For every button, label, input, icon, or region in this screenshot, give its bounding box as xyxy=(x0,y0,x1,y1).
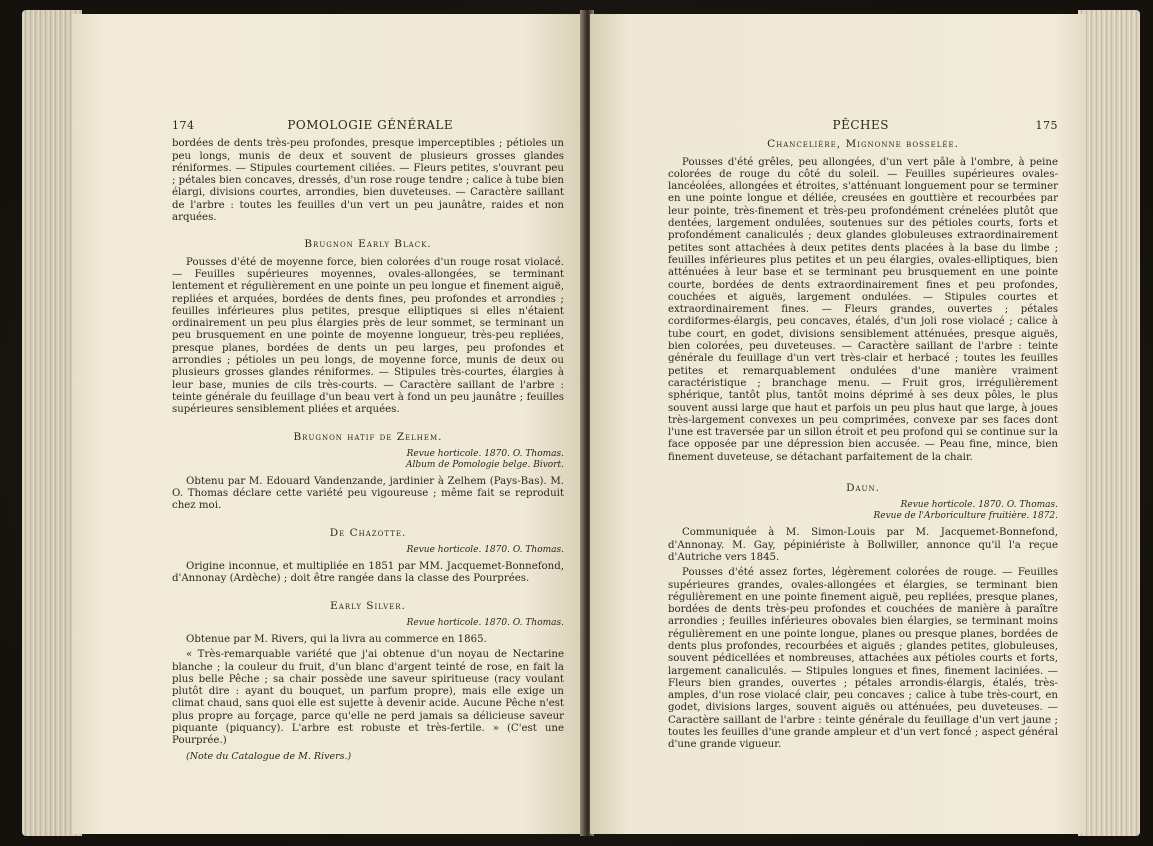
citation-block xyxy=(172,449,564,471)
daun-text-2: Pousses d'été assez fortes, légèrement colorées de rouge. — Feuilles supérieures grandes, ovales-allongées et élargies, se terminant bien régulièrement en une pointe finement aiguë, peu repliées, presque planes, bordées de dents très-peu profondes et couchées de manière à paraître arrondies ; feuilles inférieures obovales bien élargies, se terminant moins régulièrement en une pointe longue, planes ou presque planes, bordées de dents plus profondes, recourbées et aiguës ; glandes petites, globuleuses, souvent pédicellées et nombreuses, attachées aux pétioles courts et forts, largement canaliculés. — Stipules longues et fines, finement laciniées. — Fleurs bien grandes, ouvertes ; pétales arrondis-élargis, étalés, très-amples, d'un rose violacé clair, peu concaves ; calice à tube très-court, en godet, divisions larges, souvent aiguës ou atténuées, peu duveteuses. — Caractère saillant de l'arbre : teinte générale du feuillage d'un vert jaune ; toutes les feuilles d'une grande ampleur et d'un vert foncé ; aspect général d'une grande vigueur. xyxy=(668,567,1058,751)
citation-block xyxy=(172,545,564,556)
right-page-content xyxy=(668,119,1058,755)
section-heading-daun: Daun. xyxy=(846,482,880,495)
citation-block xyxy=(668,500,1058,522)
right-page-edges xyxy=(1078,10,1140,836)
citation-block xyxy=(172,618,564,629)
citation-line: Album de Pomologie belge. Bivort. xyxy=(405,459,564,470)
left-running-title: POMOLOGIE GÉNÉRALE xyxy=(287,118,454,132)
citation-line: Revue de l'Arboriculture fruitière. 1872. xyxy=(873,511,1058,522)
brugnon-hatif-zelhem-text: Obtenu par M. Edouard Vandenzande, jardinier à Zelhem (Pays-Bas). M. O. Thomas déclare cette variété peu vigoureuse ; même fait se reproduit chez moi. xyxy=(172,475,564,512)
citation-line: Revue horticole. 1870. O. Thomas. xyxy=(406,617,564,628)
section-heading-chanceliere: Chancelière, Mignonne bosselée. xyxy=(767,138,959,151)
section-heading-early-silver: Early Silver. xyxy=(330,599,406,612)
early-silver-text-2: « Très-remarquable variété que j'ai obtenue d'un noyau de Nectarine blanche ; la couleur du fruit, d'un blanc d'argent teinté de rose, en fait la plus belle Pêche ; sa chair possède une saveur spiritueuse (racy voulant plutôt dire : ayant du bouquet, un parfum propre), mais elle exige un climat chaud, sans quoi elle est sujette à devenir acide. Aucune Pêche n'est plus propre au forçage, parce qu'elle ne perd jamais sa délicieuse saveur piquante (piquancy). L'arbre est robuste et très-fertile. » (C'est une Pourprée.) xyxy=(172,649,564,747)
section-heading-brugnon-early-black: Brugnon Early Black. xyxy=(304,238,432,251)
early-silver-text-1: Obtenue par M. Rivers, qui la livra au commerce en 1865. xyxy=(186,633,487,645)
brugnon-early-black-text: Pousses d'été de moyenne force, bien colorées d'un rouge rosat violacé. — Feuilles supérieures moyennes, ovales-allongées, se terminant lentement et régulièrement en une pointe un peu longue et finement aiguë, repliées et arquées, bordées de dents fines, peu profondes et arrondies ; feuilles inférieures plus petites, presque elliptiques si elles n'étaient ordinairement un peu plus élargies près de leur sommet, se terminant un peu brusquement en une pointe de moyenne longueur, très-peu repliées, presque planes, bordées de dents un peu larges, peu profondes et arrondies ; pétioles un peu longs, de moyenne force, munis de deux ou plusieurs grosses glandes réniformes. — Stipules très-courtes, élargies à leur base, munies de cils très-courts. — Caractère saillant de l'arbre : teinte générale du feuillage d'un beau vert à fond un peu jaunâtre ; feuilles supérieures sensiblement pliées et arquées. xyxy=(172,256,564,416)
de-chazotte-text: Origine inconnue, et multipliée en 1851 par MM. Jacquemet-Bonnefond, d'Annonay (Ardèche) ; doit être rangée dans la classe des Pourprées. xyxy=(172,561,564,585)
section-heading-de-chazotte: De Chazotte. xyxy=(329,526,407,539)
left-page-number: 174 xyxy=(172,119,195,132)
right-page-number: 175 xyxy=(1035,119,1058,132)
early-silver-note: (Note du Catalogue de M. Rivers.) xyxy=(186,750,352,762)
left-running-head xyxy=(172,119,564,132)
daun-text-1: Communiquée à M. Simon-Louis par M. Jacquemet-Bonnefond, d'Annonay. M. Gay, pépiniériste à Bollwiller, annonce qu'il l'a reçue d'Autriche vers 1845. xyxy=(668,527,1058,563)
chanceliere-text: Pousses d'été grêles, peu allongées, d'un vert pâle à l'ombre, à peine colorées de rouge du côté du soleil. — Feuilles supérieures ovales-lancéolées, allongées et étroites, s'atténuant longuement pour se terminer en une pointe longue et déliée, creusées en gouttière et recourbées par leur pointe, très-finement et très-peu profondément crénelées plutôt que dentées, largement ondulées, soutenues sur des pétioles courts, forts et profondément canaliculés ; deux glandes globuleuses extraordinairement petites sont attachées à deux petites dents placées à la base du limbe ; feuilles inférieures plus petites et un peu élargies, ovales-elliptiques, bien atténuées à leur base et se terminant peu brusquement en une pointe courte, bordées de dents extraordinairement fines et peu profondes, couchées et aiguës, largement ondulées. — Stipules courtes et extraordinairement fines. — Fleurs grandes, ouvertes ; pétales cordiformes-élargis, peu concaves, étalés, d'un joli rose violacé ; calice à tube court, en godet, divisions sensiblement atténuées, presque aiguës, bien colorées, peu duveteuses. — Caractère saillant de l'arbre : teinte générale du feuillage d'un vert très-clair et herbacé ; toutes les feuilles petites et remarquablement ondulées d'une manière vraiment caractéristique ; branchage menu. — Fruit gros, irrégulièrement sphérique, tantôt plus, tantôt moins déprimé à ses deux pôles, le plus souvent aussi large que haut et parfois un peu plus haut que large, à joues très-largement convexes un peu comprimées, convexe par ses faces dont l'une est traversée par un sillon étroit et peu profond qui se continue sur la face opposée par une dépression bien accusée. — Peau fine, mince, bien finement duveteuse, se détachant parfaitement de la chair. xyxy=(668,156,1058,463)
left-intro-paragraph: bordées de dents très-peu profondes, presque imperceptibles ; pétioles un peu longs, munis de deux et souvent de plusieurs grosses glandes réniformes. — Stipules courtement ciliées. — Fleurs petites, s'ouvrant peu ; pétales bien concaves, dressés, d'un rose rouge tendre ; calice à tube bien élargi, divisions courtes, arrondies, bien duveteuses. — Caractère saillant de l'arbre : toutes les feuilles d'un vert un peu jaunâtre, raides et non arquées. xyxy=(172,138,564,224)
right-running-title: PÊCHES xyxy=(832,118,889,132)
section-heading-brugnon-hatif-zelhem: Brugnon hatif de Zelhem. xyxy=(293,430,443,443)
citation-line: Revue horticole. 1870. O. Thomas. xyxy=(406,448,564,459)
right-page xyxy=(590,14,1086,834)
right-running-head xyxy=(668,119,1058,132)
left-page-content xyxy=(172,119,564,766)
left-page xyxy=(72,14,584,834)
citation-line: Revue horticole. 1870. O. Thomas. xyxy=(900,500,1058,511)
citation-line: Revue horticole. 1870. O. Thomas. xyxy=(406,545,564,556)
